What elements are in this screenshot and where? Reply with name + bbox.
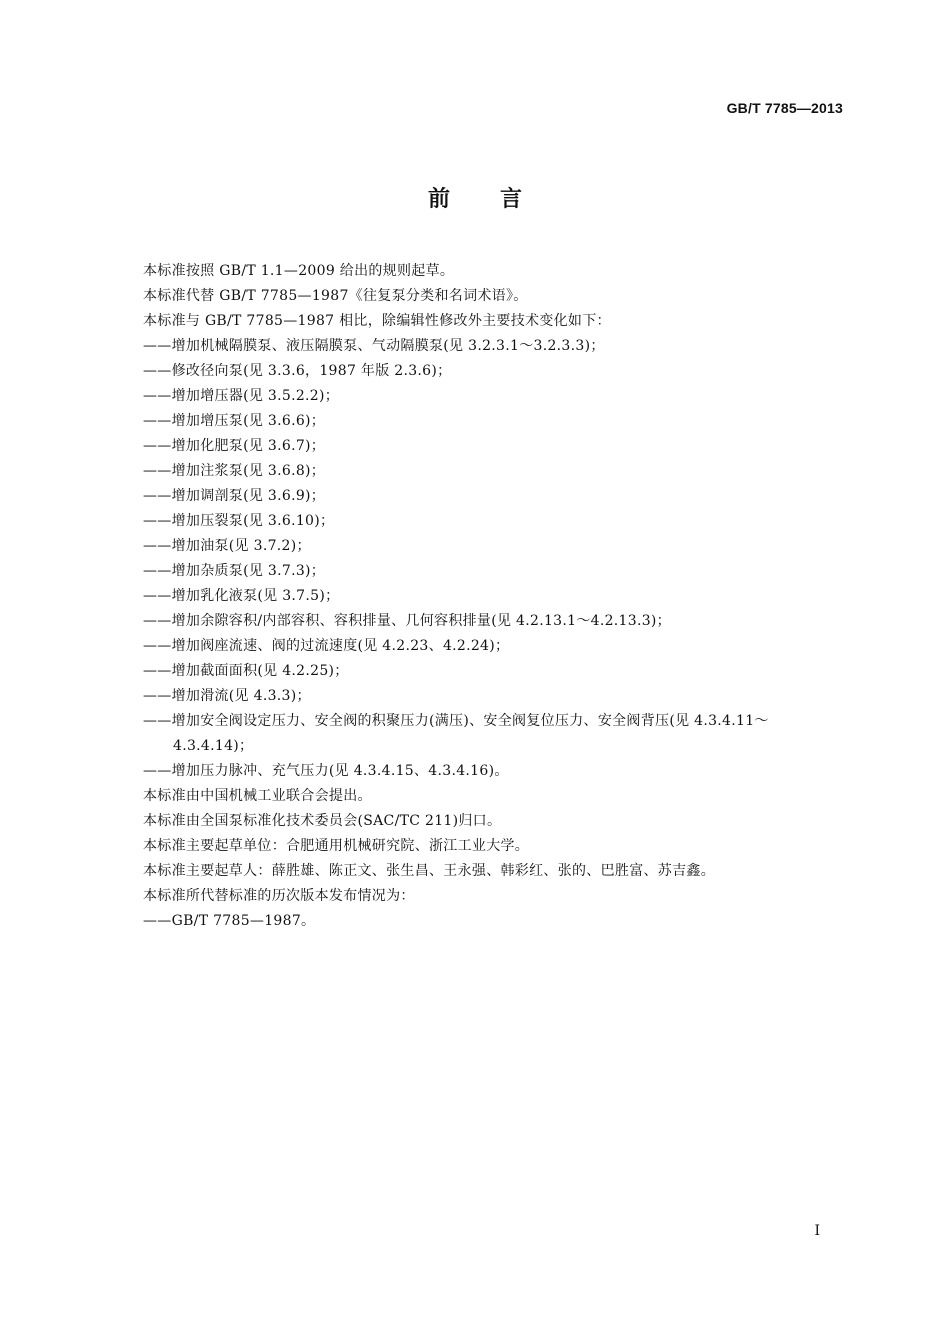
paragraph: 本标准由全国泵标准化技术委员会(SAC/TC 211)归口。 (143, 813, 502, 829)
paragraph: 本标准主要起草人：薛胜雄、陈正文、张生昌、王永强、韩彩红、张的、巴胜富、苏吉鑫。 (143, 863, 715, 879)
list-item: ——增加阀座流速、阀的过流速度(见 4.2.23、4.2.24)； (143, 638, 510, 654)
list-item-wrapped (143, 709, 848, 759)
list-item: ——增加余隙容积/内部容积、容积排量、几何容积排量(见 4.2.13.1～4.2.13.3)； (143, 613, 671, 629)
list-item-first-line: ——增加安全阀设定压力、安全阀的积聚压力(满压)、安全阀复位压力、安全阀背压(见 4.3.4.11～ (143, 713, 769, 729)
list-item: ——增加截面面积(见 4.2.25)； (143, 663, 349, 679)
list-item: ——增加增压器(见 3.5.2.2)； (143, 388, 340, 404)
paragraph: 本标准代替 GB/T 7785—1987《往复泵分类和名词术语》。 (143, 288, 528, 304)
standard-code: GB/T 7785—2013 (726, 100, 843, 116)
list-item: ——增加滑流(见 4.3.3)； (143, 688, 311, 704)
list-item: ——GB/T 7785—1987。 (143, 913, 316, 929)
paragraph: 本标准所代替标准的历次版本发布情况为： (143, 888, 415, 904)
list-item: ——修改径向泵(见 3.3.6，1987 年版 2.3.6)； (143, 363, 452, 379)
page-number: I (814, 1223, 820, 1239)
list-item: ——增加调剖泵(见 3.6.9)； (143, 488, 326, 504)
paragraph: 本标准由中国机械工业联合会提出。 (143, 788, 372, 804)
list-item: ——增加机械隔膜泵、液压隔膜泵、气动隔膜泵(见 3.2.3.1～3.2.3.3)； (143, 338, 605, 354)
list-item: ——增加注浆泵(见 3.6.8)； (143, 463, 326, 479)
list-item-continuation: 4.3.4.14)； (173, 738, 254, 754)
page-title: 前言 (427, 187, 572, 212)
paragraph: 本标准主要起草单位：合肥通用机械研究院、浙江工业大学。 (143, 838, 530, 854)
list-item: ——增加杂质泵(见 3.7.3)； (143, 563, 326, 579)
list-item: ——增加乳化液泵(见 3.7.5)； (143, 588, 340, 604)
paragraph: 本标准按照 GB/T 1.1—2009 给出的规则起草。 (143, 263, 455, 279)
list-item: ——增加压力脉冲、充气压力(见 4.3.4.15、4.3.4.16)。 (143, 763, 509, 779)
list-item: ——增加增压泵(见 3.6.6)； (143, 413, 326, 429)
foreword-body (143, 259, 848, 934)
list-item: ——增加化肥泵(见 3.6.7)； (143, 438, 326, 454)
list-item: ——增加压裂泵(见 3.6.10)； (143, 513, 335, 529)
paragraph: 本标准与 GB/T 7785—1987 相比，除编辑性修改外主要技术变化如下： (143, 313, 611, 329)
list-item: ——增加油泵(见 3.7.2)； (143, 538, 311, 554)
